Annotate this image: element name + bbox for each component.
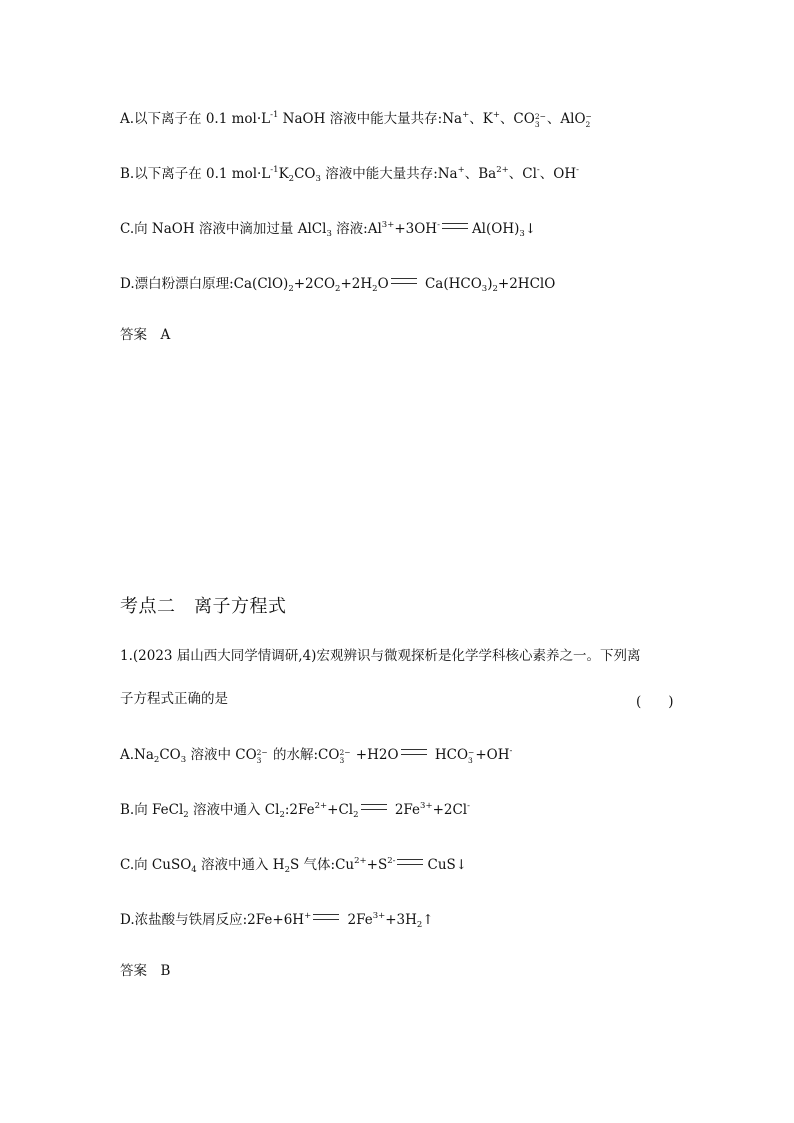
equals-sign	[361, 804, 387, 810]
question-1-line-1: 1.(2023 届山西大同学情调研,4)宏观辨识与微观探析是化学学科核心素养之一。下列离	[120, 648, 641, 664]
question-1-line-2: 子方程式正确的是	[120, 691, 228, 707]
equals-sign	[401, 749, 427, 755]
section-heading: 考点二 离子方程式	[120, 596, 287, 617]
answer-2: 答案 B	[120, 963, 171, 979]
option-b-2: B.向 FeCl$_2$ 溶液中通入 $Cl_2:2Fe^{2+}+Cl_2$ $2Fe^{3+}+2Cl^-$	[120, 801, 471, 820]
answer-1: 答案 A	[120, 327, 171, 343]
equals-sign	[442, 223, 468, 229]
option-d-1: D.漂白粉漂白原理$:Ca(ClO)_2+2CO_2+2H_2O$ $Ca(HCO_3)_2+2HClO$	[120, 276, 556, 294]
equals-sign	[391, 278, 417, 284]
option-a-1: A.以下离子在 0.1 $mol\cdot L^{-1}$ NaOH 溶液中能大量共存:Na+、K+、CO 2− 3 、AlO − 2	[120, 110, 592, 129]
option-d-2: D.浓盐酸与铁屑反应:2Fe+6H+ $2Fe^{3+}+3H_2↑$	[120, 911, 434, 930]
option-b-1: B.以下离子在 0.1 $mol\cdot L^{-1}K_2CO_3$ 溶液中能大量共存:Na+、$Ba^{2+}$、Cl-、OH-	[120, 165, 579, 184]
equals-sign	[397, 859, 423, 865]
equals-sign	[313, 914, 339, 920]
option-a-2: $A.Na_2CO_3$ 溶液中 CO 2− 3 的水解:CO 2− 3 +H2O HCO − 3 +OH-	[120, 746, 513, 765]
answer-bracket: ( )	[636, 694, 674, 710]
option-c-2: C.向 CuSO$_4$ 溶液中通入 $H_2S$ 气体$:Cu^{2+}+S^{2-}$ CuS↓	[120, 856, 468, 875]
option-c-1: C.向 NaOH 溶液中滴加过量 AlCl$_3$ 溶液$:Al^{3+}+3OH^-$ $Al(OH)_3↓$	[120, 220, 537, 239]
